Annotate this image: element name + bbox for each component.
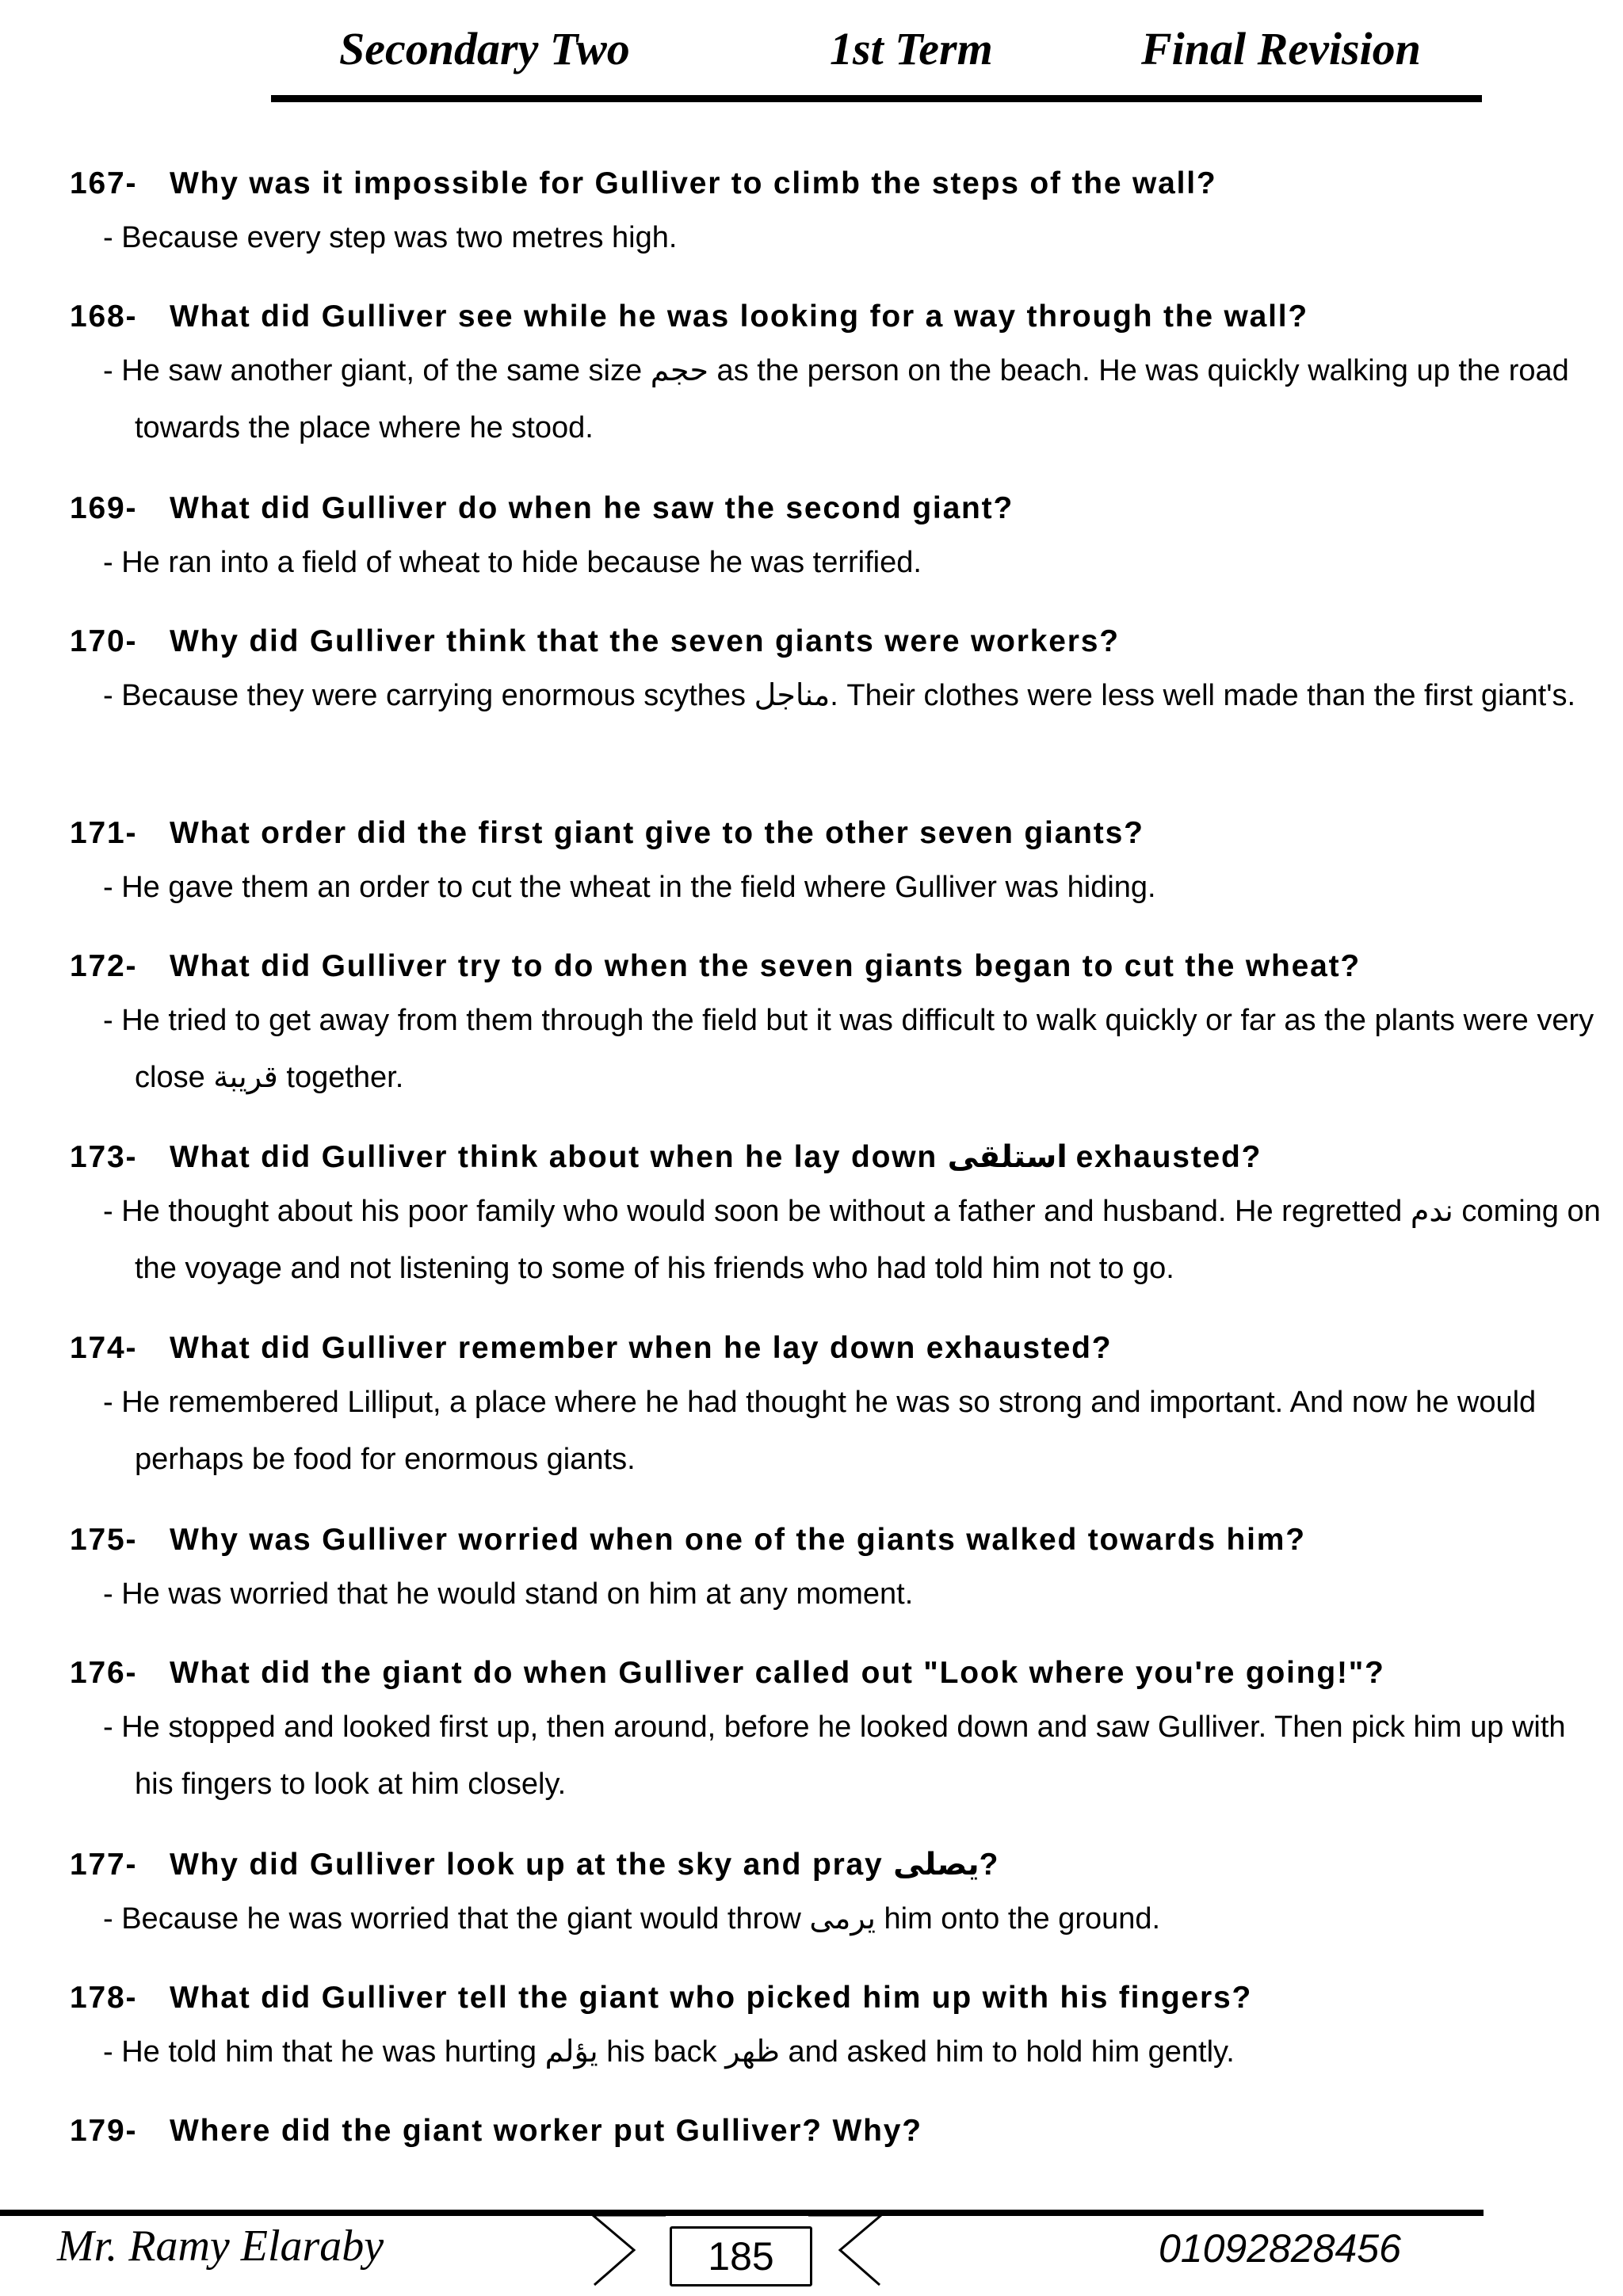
header-title: Final Revision bbox=[1141, 23, 1421, 74]
answer-text: - He thought about his poor family who would soon be without a father and husband. He regretted ندم coming on the voyage and not listening to some of his friends who had told him not to go. bbox=[103, 1195, 1601, 1285]
answer-text: - He told him that he was hurting يؤلم his back ظهر and asked him to hold him gently. bbox=[103, 2035, 1235, 2069]
qa-item-177 bbox=[70, 1843, 1575, 1947]
answer-text: - He was worried that he would stand on him at any moment. bbox=[103, 1577, 914, 1611]
question bbox=[70, 295, 1575, 339]
qa-item-168 bbox=[70, 295, 1575, 456]
footer-author: Mr. Ramy Elaraby bbox=[57, 2222, 384, 2271]
qa-item-167 bbox=[70, 162, 1575, 266]
question bbox=[70, 1976, 1575, 2020]
question bbox=[70, 1135, 1575, 1180]
question-text: What did Gulliver do when he saw the second giant? bbox=[170, 491, 1014, 525]
question-number: 173- bbox=[70, 1140, 138, 1174]
header-term: 1st Term bbox=[830, 23, 993, 74]
question-number: 176- bbox=[70, 1656, 138, 1690]
question-text: Where did the giant worker put Gulliver? Why? bbox=[170, 2114, 922, 2148]
qa-item-171 bbox=[70, 811, 1575, 916]
page-number: 185 bbox=[670, 2226, 812, 2286]
question-text: Why was it impossible for Gulliver to climb the steps of the wall? bbox=[170, 166, 1217, 200]
qa-item-169 bbox=[70, 486, 1575, 591]
qa-item-173 bbox=[70, 1135, 1601, 1297]
question-number: 169- bbox=[70, 491, 138, 525]
qa-item-179 bbox=[70, 2109, 1575, 2153]
question bbox=[70, 620, 1575, 664]
question-number: 172- bbox=[70, 949, 138, 983]
qa-item-176 bbox=[70, 1651, 1575, 1813]
question bbox=[70, 1518, 1575, 1562]
question-number: 175- bbox=[70, 1523, 138, 1557]
question-text: What did Gulliver tell the giant who picked him up with his fingers? bbox=[170, 1981, 1253, 2015]
qa-item-178 bbox=[70, 1976, 1575, 2081]
question-text: Why did Gulliver look up at the sky and pray يصلى? bbox=[170, 1848, 999, 1882]
question-number: 179- bbox=[70, 2114, 138, 2148]
question-number: 174- bbox=[70, 1331, 138, 1365]
answer-text: - Because he was worried that the giant would throw يرمى him onto the ground. bbox=[103, 1902, 1161, 1936]
qa-item-175 bbox=[70, 1518, 1575, 1623]
page-header bbox=[271, 21, 1484, 84]
answer-text: - Because they were carrying enormous scythes مناجل. Their clothes were less well made than the first giant's. bbox=[103, 679, 1576, 712]
answer-text: - He tried to get away from them through the field but it was difficult to walk quickly or far as the plants were very close قريبة together. bbox=[103, 1004, 1594, 1094]
question bbox=[70, 1843, 1575, 1887]
question-number: 170- bbox=[70, 624, 138, 658]
question bbox=[70, 944, 1575, 989]
answer-text: - He remembered Lilliput, a place where he had thought he was so strong and important. And now he would perhaps be food for enormous giants. bbox=[103, 1386, 1537, 1476]
footer-phone: 01092828456 bbox=[1159, 2226, 1401, 2271]
question bbox=[70, 2109, 1575, 2153]
header-course: Secondary Two bbox=[339, 23, 630, 74]
question-text: Why was Gulliver worried when one of the giants walked towards him? bbox=[170, 1523, 1306, 1557]
question-number: 168- bbox=[70, 299, 138, 334]
question-number: 177- bbox=[70, 1848, 138, 1882]
header-divider bbox=[271, 95, 1482, 102]
answer-text: - He saw another giant, of the same size حجم as the person on the beach. He was quickly walking up the road towards the place where he stood. bbox=[103, 354, 1569, 444]
question bbox=[70, 162, 1575, 206]
answer-text: - He ran into a field of wheat to hide because he was terrified. bbox=[103, 546, 922, 579]
question-text: What did the giant do when Gulliver called out "Look where you're going!"? bbox=[170, 1656, 1385, 1690]
question-text: What order did the first giant give to the other seven giants? bbox=[170, 816, 1144, 850]
question-text: What did Gulliver try to do when the seven giants began to cut the wheat? bbox=[170, 949, 1361, 983]
question bbox=[70, 1326, 1575, 1371]
qa-item-174 bbox=[70, 1326, 1575, 1488]
question-number: 167- bbox=[70, 166, 138, 200]
question bbox=[70, 1651, 1575, 1695]
question-text: What did Gulliver see while he was looking for a way through the wall? bbox=[170, 299, 1309, 334]
answer-text: - He stopped and looked first up, then around, before he looked down and saw Gulliver. Then pick him up with his fingers to look at him closely. bbox=[103, 1711, 1566, 1801]
qa-item-172 bbox=[70, 944, 1594, 1106]
question-number: 178- bbox=[70, 1981, 138, 2015]
qa-item-170 bbox=[70, 620, 1575, 724]
question bbox=[70, 811, 1575, 856]
question-number: 171- bbox=[70, 816, 138, 850]
question bbox=[70, 486, 1575, 531]
question-text: Why did Gulliver think that the seven giants were workers? bbox=[170, 624, 1120, 658]
question-text: What did Gulliver think about when he lay down استلقى exhausted? bbox=[170, 1140, 1262, 1174]
answer-text: - Because every step was two metres high. bbox=[103, 221, 678, 254]
question-text: What did Gulliver remember when he lay down exhausted? bbox=[170, 1331, 1113, 1365]
answer-text: - He gave them an order to cut the wheat in the field where Gulliver was hiding. bbox=[103, 871, 1156, 904]
